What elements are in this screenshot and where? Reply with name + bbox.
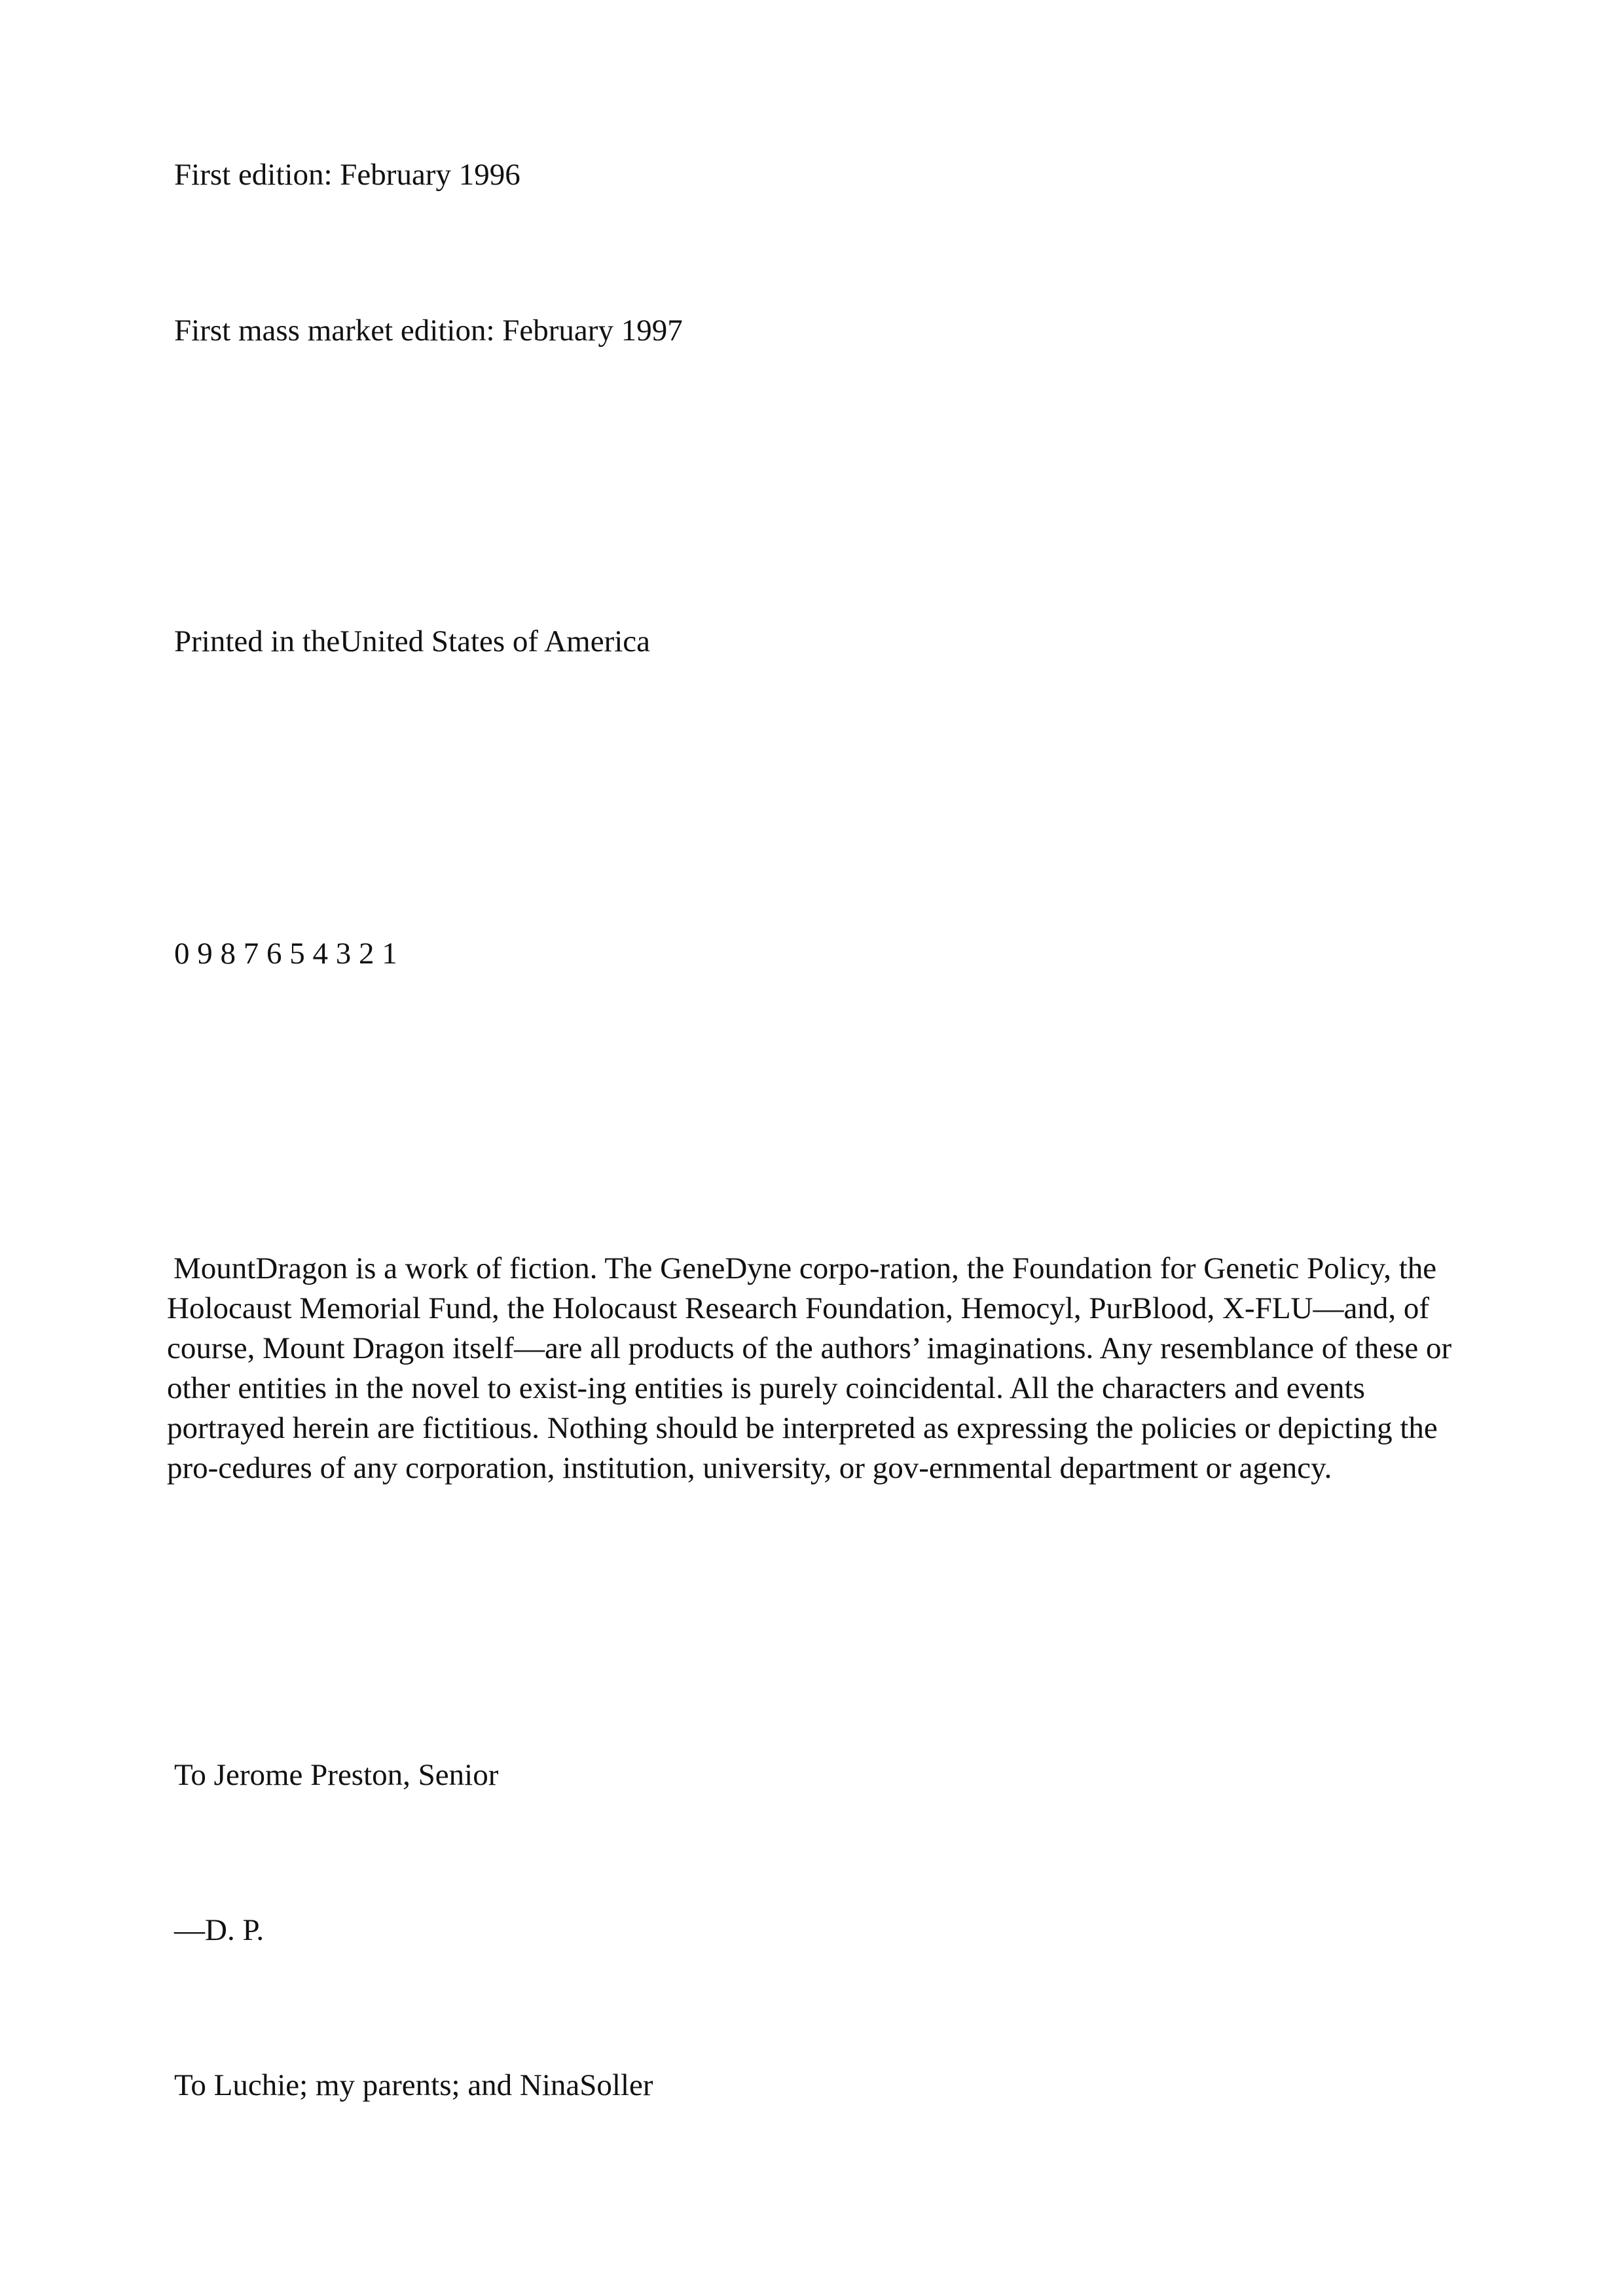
first-edition-line: First edition: February 1996 xyxy=(174,158,520,192)
mass-market-edition-line: First mass market edition: February 1997 xyxy=(174,314,683,348)
dedication-second: To Luchie; my parents; and NinaSoller xyxy=(174,2068,653,2102)
dedication-signature: —D. P. xyxy=(174,1913,264,1947)
printed-in-line: Printed in theUnited States of America xyxy=(174,624,651,658)
dedication-first: To Jerome Preston, Senior xyxy=(174,1758,499,1792)
printing-number-line: 0 9 8 7 6 5 4 3 2 1 xyxy=(174,937,397,971)
fiction-disclaimer: MountDragon is a work of fiction. The GeneDyne corpo-ration, the Foundation for Genetic Policy, the Holocaust Memorial Fund, the Holocaust Research Foundation, Hemocyl, PurBlood, X-FLU—and, of course, Mount Dragon itself—are all products of the authors’ imaginations. Any resemblance of these or other entities in the novel to exist-ing entities is purely coincidental. All the characters and events portrayed herein are fictitious. Nothing should be interpreted as expressing the policies or depicting the pro-cedures of any corporation, institution, university, or gov-ernmental department or agency. xyxy=(167,1251,1452,1485)
